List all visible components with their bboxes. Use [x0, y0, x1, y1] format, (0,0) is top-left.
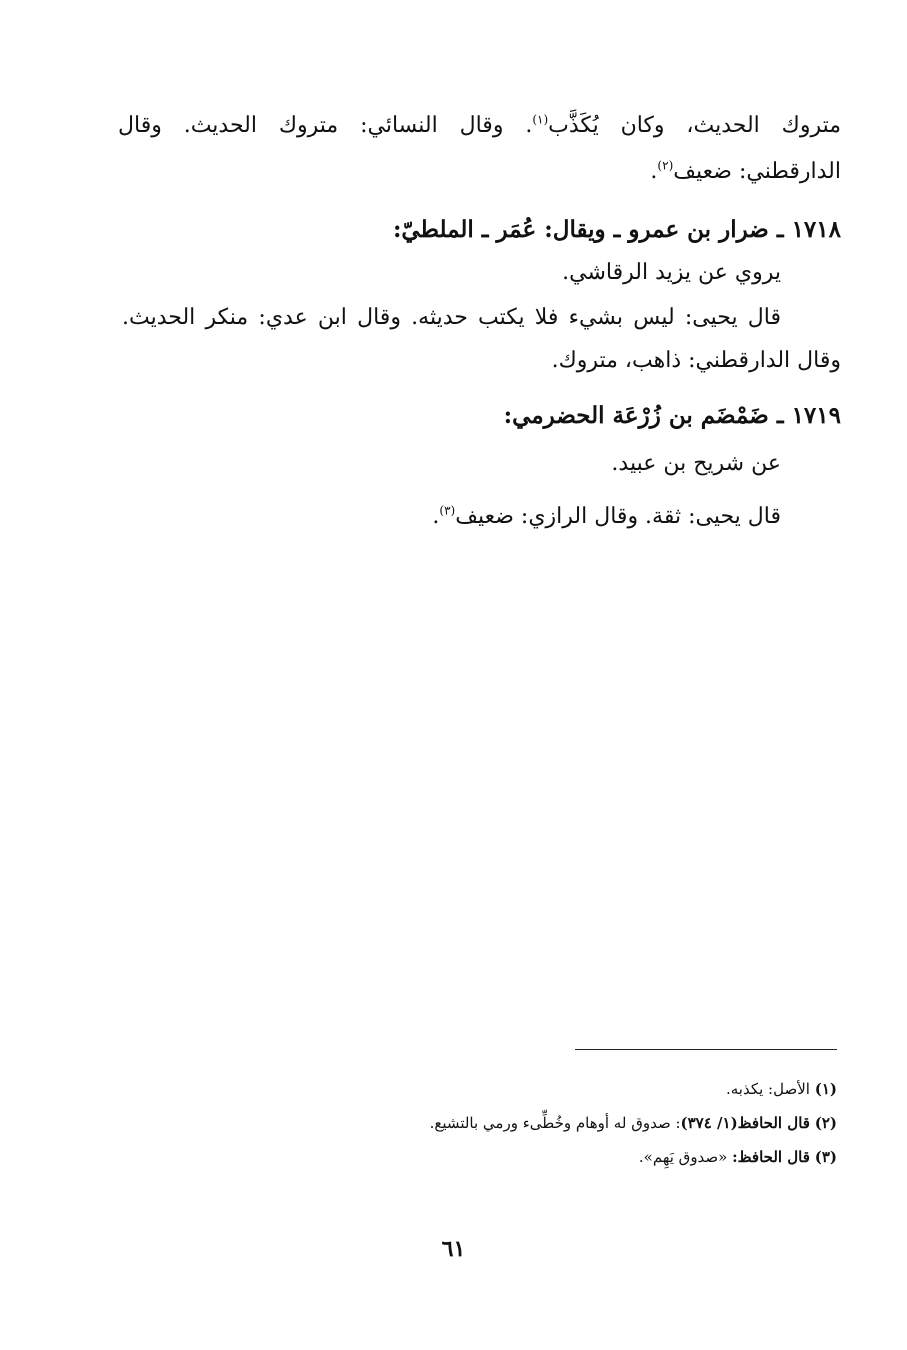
- text-line-6: وقال الدارقطني: ذاهب، متروك.: [551, 348, 841, 373]
- text-line-1: متروك الحديث، وكان يُكَذَّب$^{(١)}$. وقال النسائي: متروك الحديث. وقال: [118, 112, 841, 138]
- text-line-5: قال يحيى: ليس بشيء فلا يكتب حديثه. وقال ابن عدي: منكر الحديث.: [122, 305, 781, 330]
- footnote-ref-2: (٢): [657, 158, 674, 173]
- footnote-1: (١) الأصل: يكذبه.: [725, 1080, 837, 1098]
- footnote-separator: [575, 1049, 837, 1050]
- text-line-2: الدارقطني: ضعيف$^{(٢)}$.: [650, 158, 841, 184]
- footnote-ref-1: (١): [532, 112, 549, 127]
- text-line-9: قال يحيى: ثقة. وقال الرازي: ضعيف$^{(٣)}$.: [432, 503, 781, 529]
- footnote-3: (٣) قال الحافظ: «صدوق يَهِم».: [638, 1148, 837, 1166]
- page-number: ٦١: [441, 1236, 466, 1262]
- text-line-4: يروي عن يزيد الرقاشي.: [562, 260, 781, 285]
- entry-heading-1719: ١٧١٩ ـ ضَمْضَم بن زُرْعَة الحضرمي:: [503, 402, 841, 429]
- footnote-2: (٢) قال الحافظ(١/ ٣٧٤): صدوق له أوهام وخُطِّىء ورمي بالتشيع.: [429, 1114, 837, 1132]
- footnote-ref-3: (٣): [439, 503, 456, 518]
- entry-heading-1718: ١٧١٨ ـ ضرار بن عمرو ـ ويقال: عُمَر ـ الملطيّ:: [392, 216, 841, 243]
- text-line-8: عن شريح بن عبيد.: [611, 451, 781, 476]
